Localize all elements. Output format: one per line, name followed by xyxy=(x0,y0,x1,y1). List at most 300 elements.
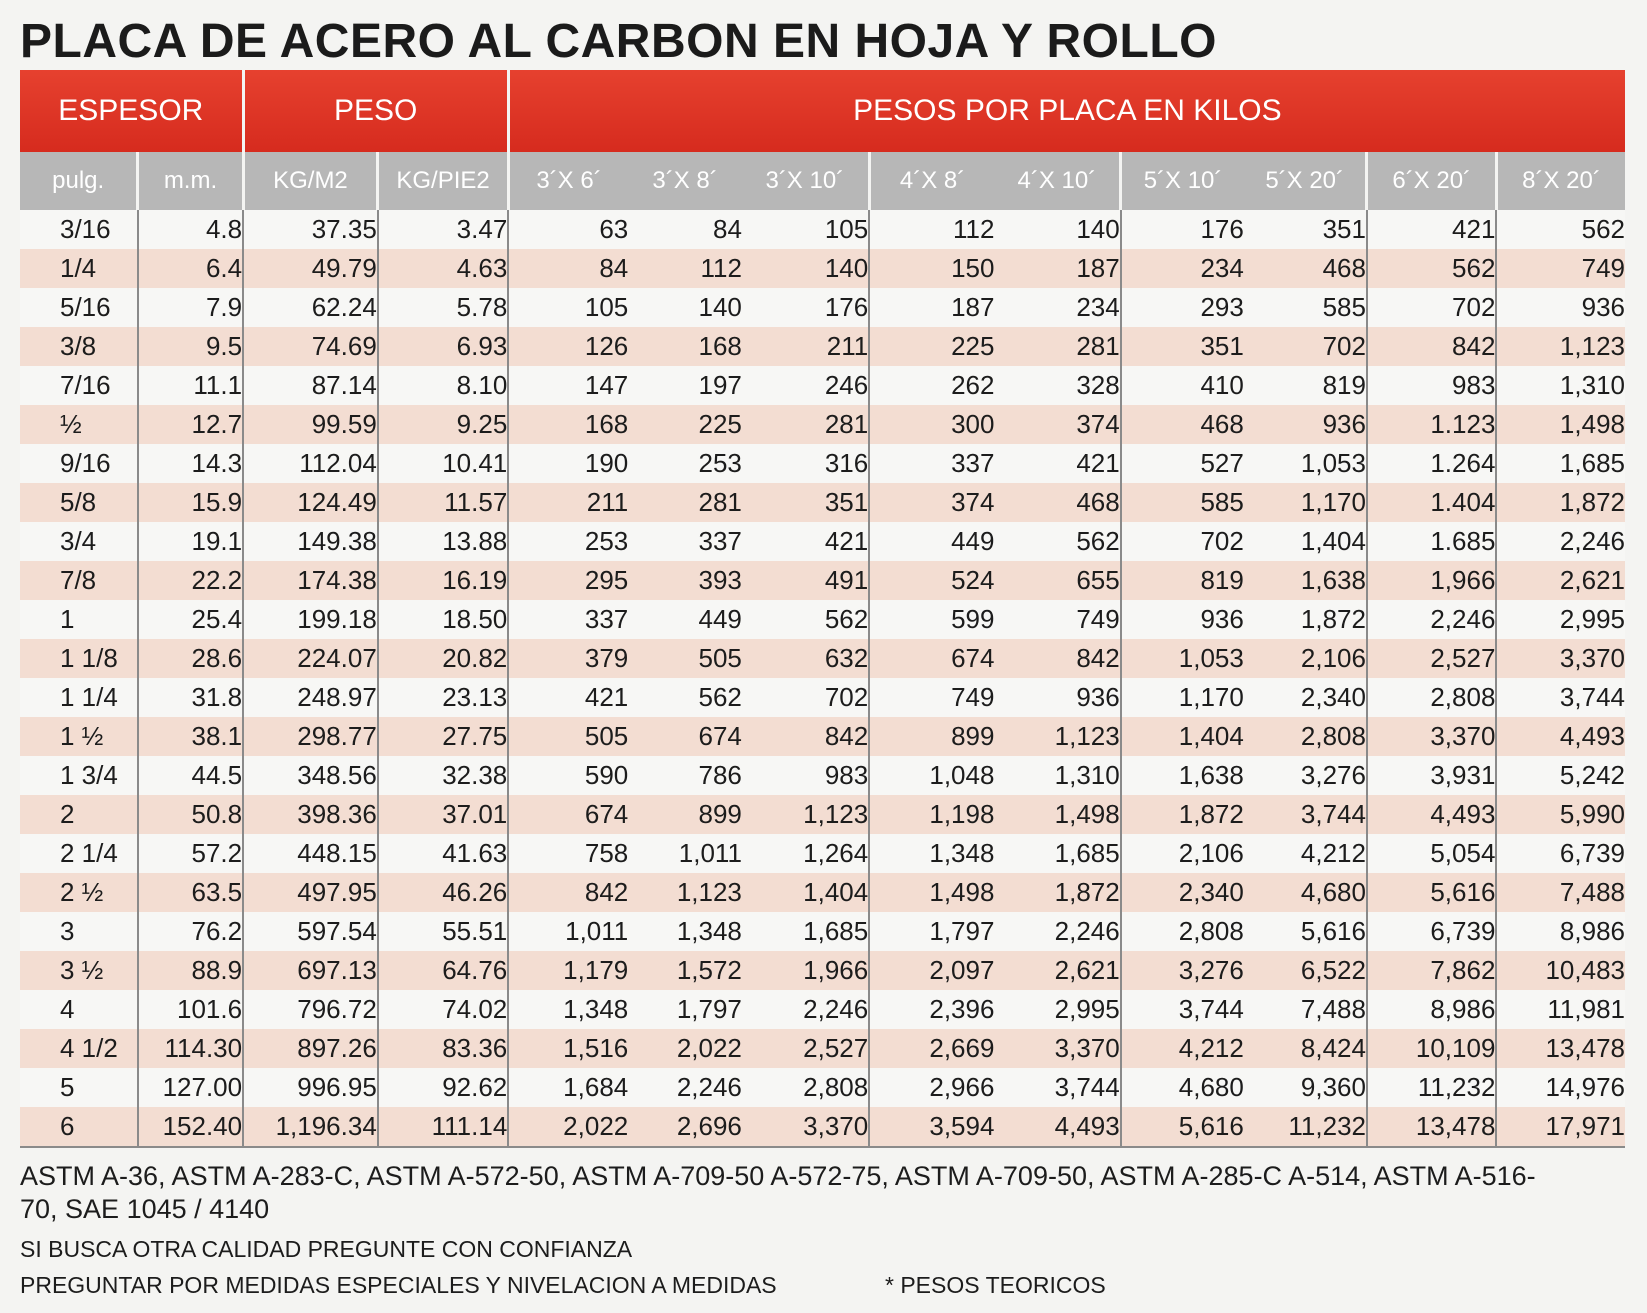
table-cell: 337 xyxy=(508,600,628,639)
table-cell: 1,685 xyxy=(1496,444,1625,483)
table-cell: 524 xyxy=(869,561,994,600)
table-cell: 140 xyxy=(742,249,869,288)
table-cell: 1,404 xyxy=(1244,522,1367,561)
table-cell: 702 xyxy=(1367,288,1496,327)
table-cell: 15.9 xyxy=(138,483,243,522)
table-cell: 147 xyxy=(508,366,628,405)
table-cell: 337 xyxy=(869,444,994,483)
table-cell: 702 xyxy=(1244,327,1367,366)
table-cell: 562 xyxy=(1496,210,1625,249)
table-cell: 983 xyxy=(742,756,869,795)
table-cell: 1,797 xyxy=(628,990,742,1029)
table-cell: 1 xyxy=(20,600,138,639)
table-cell: 20.82 xyxy=(378,639,508,678)
table-cell: 337 xyxy=(628,522,742,561)
table-cell: 674 xyxy=(869,639,994,678)
table-cell: 4,493 xyxy=(1367,795,1496,834)
table-cell: 697.13 xyxy=(243,951,378,990)
table-cell: 11.57 xyxy=(378,483,508,522)
table-cell: 187 xyxy=(869,288,994,327)
table-cell: 1,872 xyxy=(994,873,1120,912)
table-cell: 149.38 xyxy=(243,522,378,561)
table-cell: 1,498 xyxy=(994,795,1120,834)
table-row xyxy=(20,639,1625,678)
table-cell: 585 xyxy=(1244,288,1367,327)
table-cell: 1,123 xyxy=(994,717,1120,756)
table-cell: 19.1 xyxy=(138,522,243,561)
table-cell: 398.36 xyxy=(243,795,378,834)
table-cell: 421 xyxy=(994,444,1120,483)
table-row xyxy=(20,873,1625,912)
table-cell: 3/16 xyxy=(20,210,138,249)
table-cell: 1,011 xyxy=(628,834,742,873)
table-cell: 114.30 xyxy=(138,1029,243,1068)
table-cell: 4 1/2 xyxy=(20,1029,138,1068)
table-cell: 63 xyxy=(508,210,628,249)
table-cell: 7,488 xyxy=(1244,990,1367,1029)
table-cell: 126 xyxy=(508,327,628,366)
table-cell: 936 xyxy=(994,678,1120,717)
table-cell: 2,097 xyxy=(869,951,994,990)
table-cell: 199.18 xyxy=(243,600,378,639)
table-cell: 3/8 xyxy=(20,327,138,366)
table-cell: 23.13 xyxy=(378,678,508,717)
table-cell: 3,931 xyxy=(1367,756,1496,795)
table-cell: 2,106 xyxy=(1121,834,1244,873)
table-cell: 2,246 xyxy=(994,912,1120,951)
table-row xyxy=(20,249,1625,288)
table-cell: 2 xyxy=(20,795,138,834)
table-cell: 1,685 xyxy=(742,912,869,951)
table-row xyxy=(20,210,1625,249)
table-cell: 5/8 xyxy=(20,483,138,522)
table-cell: 1,170 xyxy=(1244,483,1367,522)
table-cell: 176 xyxy=(742,288,869,327)
table-cell: 8.10 xyxy=(378,366,508,405)
table-row xyxy=(20,405,1625,444)
table-cell: 32.38 xyxy=(378,756,508,795)
table-cell: 13.88 xyxy=(378,522,508,561)
table-cell: 6,739 xyxy=(1496,834,1625,873)
column-header: 4´X 10´ xyxy=(994,152,1120,210)
table-cell: 234 xyxy=(994,288,1120,327)
table-row xyxy=(20,912,1625,951)
table-cell: 749 xyxy=(994,600,1120,639)
column-header: m.m. xyxy=(138,152,243,210)
table-cell: 749 xyxy=(869,678,994,717)
table-cell: 9/16 xyxy=(20,444,138,483)
table-cell: 702 xyxy=(742,678,869,717)
table-cell: 562 xyxy=(628,678,742,717)
table-cell: 197 xyxy=(628,366,742,405)
table-cell: 76.2 xyxy=(138,912,243,951)
table-cell: 2,696 xyxy=(628,1107,742,1147)
table-cell: 4,212 xyxy=(1244,834,1367,873)
table-cell: 12.7 xyxy=(138,405,243,444)
table-cell: 786 xyxy=(628,756,742,795)
table-cell: 562 xyxy=(994,522,1120,561)
table-cell: 1,123 xyxy=(742,795,869,834)
table-cell: 3,276 xyxy=(1244,756,1367,795)
note-theoretical-weights: * PESOS TEORICOS xyxy=(885,1272,1106,1298)
table-row xyxy=(20,444,1625,483)
table-cell: 1,048 xyxy=(869,756,994,795)
table-cell: 298.77 xyxy=(243,717,378,756)
table-cell: 57.2 xyxy=(138,834,243,873)
table-cell: 17,971 xyxy=(1496,1107,1625,1147)
table-cell: 3,276 xyxy=(1121,951,1244,990)
table-cell: 10,483 xyxy=(1496,951,1625,990)
table-cell: 174.38 xyxy=(243,561,378,600)
table-cell: 6.4 xyxy=(138,249,243,288)
table-cell: 1,053 xyxy=(1121,639,1244,678)
table-cell: 1 1/4 xyxy=(20,678,138,717)
table-cell: 248.97 xyxy=(243,678,378,717)
table-cell: 1,797 xyxy=(869,912,994,951)
table-cell: 211 xyxy=(742,327,869,366)
table-cell: 1.685 xyxy=(1367,522,1496,561)
table-cell: 1.123 xyxy=(1367,405,1496,444)
table-cell: 7,862 xyxy=(1367,951,1496,990)
table-cell: 281 xyxy=(994,327,1120,366)
table-cell: 8,986 xyxy=(1367,990,1496,1029)
table-cell: 4,493 xyxy=(994,1107,1120,1147)
table-cell: 897.26 xyxy=(243,1029,378,1068)
table-cell: 6 xyxy=(20,1107,138,1147)
table-cell: 6.93 xyxy=(378,327,508,366)
table-cell: 5,616 xyxy=(1367,873,1496,912)
table-cell: 749 xyxy=(1496,249,1625,288)
table-cell: 92.62 xyxy=(378,1068,508,1107)
table-cell: 281 xyxy=(628,483,742,522)
table-cell: 655 xyxy=(994,561,1120,600)
table-cell: 99.59 xyxy=(243,405,378,444)
table-cell: 819 xyxy=(1244,366,1367,405)
table-body xyxy=(20,210,1625,1147)
table-cell: 37.01 xyxy=(378,795,508,834)
table-cell: 7/8 xyxy=(20,561,138,600)
table-cell: 562 xyxy=(1367,249,1496,288)
note-other-quality: SI BUSCA OTRA CALIDAD PREGUNTE CON CONFIANZA xyxy=(20,1236,633,1262)
table-cell: 1,498 xyxy=(1496,405,1625,444)
table-cell: 46.26 xyxy=(378,873,508,912)
table-cell: 1,966 xyxy=(1367,561,1496,600)
table-cell: 168 xyxy=(508,405,628,444)
table-cell: 2,527 xyxy=(742,1029,869,1068)
table-cell: 84 xyxy=(628,210,742,249)
table-cell: 1 1/8 xyxy=(20,639,138,678)
table-cell: 101.6 xyxy=(138,990,243,1029)
table-cell: 2,995 xyxy=(1496,600,1625,639)
table-cell: 50.8 xyxy=(138,795,243,834)
table-cell: 468 xyxy=(1121,405,1244,444)
table-cell: 4,493 xyxy=(1496,717,1625,756)
table-cell: 2,246 xyxy=(742,990,869,1029)
table-row xyxy=(20,561,1625,600)
table-cell: 9.5 xyxy=(138,327,243,366)
table-cell: 83.36 xyxy=(378,1029,508,1068)
table-cell: 2,246 xyxy=(1367,600,1496,639)
table-row xyxy=(20,327,1625,366)
column-header: pulg. xyxy=(20,152,138,210)
table-cell: 448.15 xyxy=(243,834,378,873)
table-cell: 2,808 xyxy=(742,1068,869,1107)
table-cell: 7/16 xyxy=(20,366,138,405)
table-cell: 936 xyxy=(1496,288,1625,327)
table-cell: 3,744 xyxy=(1496,678,1625,717)
table-cell: 5.78 xyxy=(378,288,508,327)
table-cell: 3.47 xyxy=(378,210,508,249)
table-cell: 11.1 xyxy=(138,366,243,405)
table-cell: 2,106 xyxy=(1244,639,1367,678)
table-cell: 5,990 xyxy=(1496,795,1625,834)
table-cell: 1.404 xyxy=(1367,483,1496,522)
table-cell: 6,739 xyxy=(1367,912,1496,951)
table-cell: 246 xyxy=(742,366,869,405)
table-row xyxy=(20,717,1625,756)
table-cell: 421 xyxy=(742,522,869,561)
table-cell: 127.00 xyxy=(138,1068,243,1107)
table-cell: 105 xyxy=(742,210,869,249)
table-cell: 674 xyxy=(508,795,628,834)
table-cell: 328 xyxy=(994,366,1120,405)
table-cell: 2,621 xyxy=(994,951,1120,990)
table-cell: 1,123 xyxy=(1496,327,1625,366)
plate-weight-table xyxy=(20,70,1625,1148)
table-cell: 41.63 xyxy=(378,834,508,873)
table-row xyxy=(20,483,1625,522)
table-cell: 25.4 xyxy=(138,600,243,639)
table-cell: 1 3/4 xyxy=(20,756,138,795)
table-cell: 224.07 xyxy=(243,639,378,678)
table-cell: 796.72 xyxy=(243,990,378,1029)
table-cell: 111.14 xyxy=(378,1107,508,1147)
table-cell: 2,808 xyxy=(1121,912,1244,951)
table-cell: 74.02 xyxy=(378,990,508,1029)
table-cell: 225 xyxy=(628,405,742,444)
table-cell: 983 xyxy=(1367,366,1496,405)
table-cell: 1 ½ xyxy=(20,717,138,756)
table-row xyxy=(20,1068,1625,1107)
table-cell: 374 xyxy=(994,405,1120,444)
table-cell: 421 xyxy=(508,678,628,717)
table-cell: 295 xyxy=(508,561,628,600)
column-header: 5´X 20´ xyxy=(1244,152,1367,210)
table-cell: 74.69 xyxy=(243,327,378,366)
table-cell: 105 xyxy=(508,288,628,327)
table-cell: 10.41 xyxy=(378,444,508,483)
table-cell: 590 xyxy=(508,756,628,795)
table-cell: 5,616 xyxy=(1121,1107,1244,1147)
table-cell: 87.14 xyxy=(243,366,378,405)
table-cell: 1,638 xyxy=(1244,561,1367,600)
table-cell: 55.51 xyxy=(378,912,508,951)
table-cell: 1,170 xyxy=(1121,678,1244,717)
standards-list: ASTM A-36, ASTM A-283-C, ASTM A-572-50, ASTM A-709-50 A-572-75, ASTM A-709-50, ASTM A-285-C A-514, ASTM A-516-70, SAE 1045 / 4140 xyxy=(20,1161,1536,1224)
table-cell: 1,053 xyxy=(1244,444,1367,483)
table-cell: 1,196.34 xyxy=(243,1107,378,1147)
table-cell: 379 xyxy=(508,639,628,678)
column-header: 3´X 10´ xyxy=(742,152,869,210)
table-row xyxy=(20,795,1625,834)
table-cell: 674 xyxy=(628,717,742,756)
table-row xyxy=(20,756,1625,795)
table-cell: 449 xyxy=(628,600,742,639)
table-cell: 124.49 xyxy=(243,483,378,522)
table-cell: 150 xyxy=(869,249,994,288)
table-cell: 2,340 xyxy=(1244,678,1367,717)
table-cell: 211 xyxy=(508,483,628,522)
table-cell: 140 xyxy=(994,210,1120,249)
table-cell: 9,360 xyxy=(1244,1068,1367,1107)
table-cell: 18.50 xyxy=(378,600,508,639)
table-cell: 1,310 xyxy=(994,756,1120,795)
table-cell: 176 xyxy=(1121,210,1244,249)
table-cell: 7.9 xyxy=(138,288,243,327)
table-cell: 758 xyxy=(508,834,628,873)
column-header: 6´X 20´ xyxy=(1367,152,1496,210)
table-cell: 1,516 xyxy=(508,1029,628,1068)
table-cell: 996.95 xyxy=(243,1068,378,1107)
table-cell: 1,872 xyxy=(1244,600,1367,639)
table-cell: 2,966 xyxy=(869,1068,994,1107)
table-cell: 1,685 xyxy=(994,834,1120,873)
table-cell: 3,370 xyxy=(1367,717,1496,756)
table-row xyxy=(20,1107,1625,1147)
table-cell: 16.19 xyxy=(378,561,508,600)
table-cell: 2,808 xyxy=(1244,717,1367,756)
table-row xyxy=(20,951,1625,990)
table-cell: 410 xyxy=(1121,366,1244,405)
table-cell: 3 ½ xyxy=(20,951,138,990)
table-cell: 351 xyxy=(742,483,869,522)
table-cell: 300 xyxy=(869,405,994,444)
table-cell: 936 xyxy=(1121,600,1244,639)
table-cell: 2,527 xyxy=(1367,639,1496,678)
table-cell: 11,232 xyxy=(1367,1068,1496,1107)
table-cell: 2,808 xyxy=(1367,678,1496,717)
table-cell: 351 xyxy=(1121,327,1244,366)
table-cell: 293 xyxy=(1121,288,1244,327)
table-cell: 8,424 xyxy=(1244,1029,1367,1068)
table-cell: 225 xyxy=(869,327,994,366)
table-cell: 2,396 xyxy=(869,990,994,1029)
table-cell: 9.25 xyxy=(378,405,508,444)
table-cell: 505 xyxy=(628,639,742,678)
table-cell: 14.3 xyxy=(138,444,243,483)
note-special-sizes: PREGUNTAR POR MEDIDAS ESPECIALES Y NIVELACION A MEDIDAS xyxy=(20,1272,777,1298)
table-cell: 3,370 xyxy=(1496,639,1625,678)
column-header: KG/M2 xyxy=(243,152,378,210)
table-cell: 4,212 xyxy=(1121,1029,1244,1068)
table-cell: 421 xyxy=(1367,210,1496,249)
table-cell: 2,995 xyxy=(994,990,1120,1029)
column-header: 3´X 6´ xyxy=(508,152,628,210)
table-cell: 1,011 xyxy=(508,912,628,951)
table-cell: 22.2 xyxy=(138,561,243,600)
table-cell: 5,242 xyxy=(1496,756,1625,795)
table-cell: 1,498 xyxy=(869,873,994,912)
table-cell: 168 xyxy=(628,327,742,366)
table-cell: 842 xyxy=(1367,327,1496,366)
table-cell: 8,986 xyxy=(1496,912,1625,951)
table-cell: 63.5 xyxy=(138,873,243,912)
table-cell: 3,370 xyxy=(994,1029,1120,1068)
table-cell: 4.8 xyxy=(138,210,243,249)
table-cell: 468 xyxy=(1244,249,1367,288)
table-cell: 112.04 xyxy=(243,444,378,483)
table-cell: 1,404 xyxy=(1121,717,1244,756)
header-row-columns xyxy=(20,152,1625,210)
table-cell: 1,684 xyxy=(508,1068,628,1107)
table-cell: 140 xyxy=(628,288,742,327)
table-cell: 1,572 xyxy=(628,951,742,990)
table-row xyxy=(20,678,1625,717)
table-cell: 599 xyxy=(869,600,994,639)
column-header: 8´X 20´ xyxy=(1496,152,1625,210)
table-cell: 1,198 xyxy=(869,795,994,834)
table-cell: 281 xyxy=(742,405,869,444)
table-cell: 2,022 xyxy=(628,1029,742,1068)
table-cell: 7,488 xyxy=(1496,873,1625,912)
table-cell: 316 xyxy=(742,444,869,483)
table-cell: 3,744 xyxy=(1244,795,1367,834)
table-cell: 13,478 xyxy=(1367,1107,1496,1147)
table-cell: 2,022 xyxy=(508,1107,628,1147)
table-cell: 3 xyxy=(20,912,138,951)
table-cell: 10,109 xyxy=(1367,1029,1496,1068)
table-cell: 112 xyxy=(628,249,742,288)
table-cell: 5,616 xyxy=(1244,912,1367,951)
table-cell: 64.76 xyxy=(378,951,508,990)
table-cell: 374 xyxy=(869,483,994,522)
table-row xyxy=(20,990,1625,1029)
table-cell: 1.264 xyxy=(1367,444,1496,483)
table-row xyxy=(20,366,1625,405)
table-cell: 28.6 xyxy=(138,639,243,678)
table-cell: 842 xyxy=(508,873,628,912)
table-cell: 2,246 xyxy=(1496,522,1625,561)
table-cell: 4,680 xyxy=(1121,1068,1244,1107)
table-cell: 1,123 xyxy=(628,873,742,912)
table-cell: 449 xyxy=(869,522,994,561)
table-cell: 702 xyxy=(1121,522,1244,561)
table-cell: 27.75 xyxy=(378,717,508,756)
table-row xyxy=(20,522,1625,561)
column-header: 4´X 8´ xyxy=(869,152,994,210)
table-cell: 597.54 xyxy=(243,912,378,951)
table-cell: 14,976 xyxy=(1496,1068,1625,1107)
table-cell: 1,264 xyxy=(742,834,869,873)
table-cell: 491 xyxy=(742,561,869,600)
table-cell: 1,638 xyxy=(1121,756,1244,795)
column-header: 3´X 8´ xyxy=(628,152,742,210)
table-cell: 1,872 xyxy=(1496,483,1625,522)
column-header: 5´X 10´ xyxy=(1121,152,1244,210)
table-cell: 1,348 xyxy=(508,990,628,1029)
table-cell: 899 xyxy=(869,717,994,756)
table-cell: 5/16 xyxy=(20,288,138,327)
table-cell: 2,621 xyxy=(1496,561,1625,600)
table-cell: 527 xyxy=(1121,444,1244,483)
header-row-groups xyxy=(20,70,1625,152)
table-cell: 5,054 xyxy=(1367,834,1496,873)
table-cell: 351 xyxy=(1244,210,1367,249)
table-cell: 1,348 xyxy=(869,834,994,873)
table-cell: 632 xyxy=(742,639,869,678)
table-cell: 11,981 xyxy=(1496,990,1625,1029)
table-cell: 262 xyxy=(869,366,994,405)
